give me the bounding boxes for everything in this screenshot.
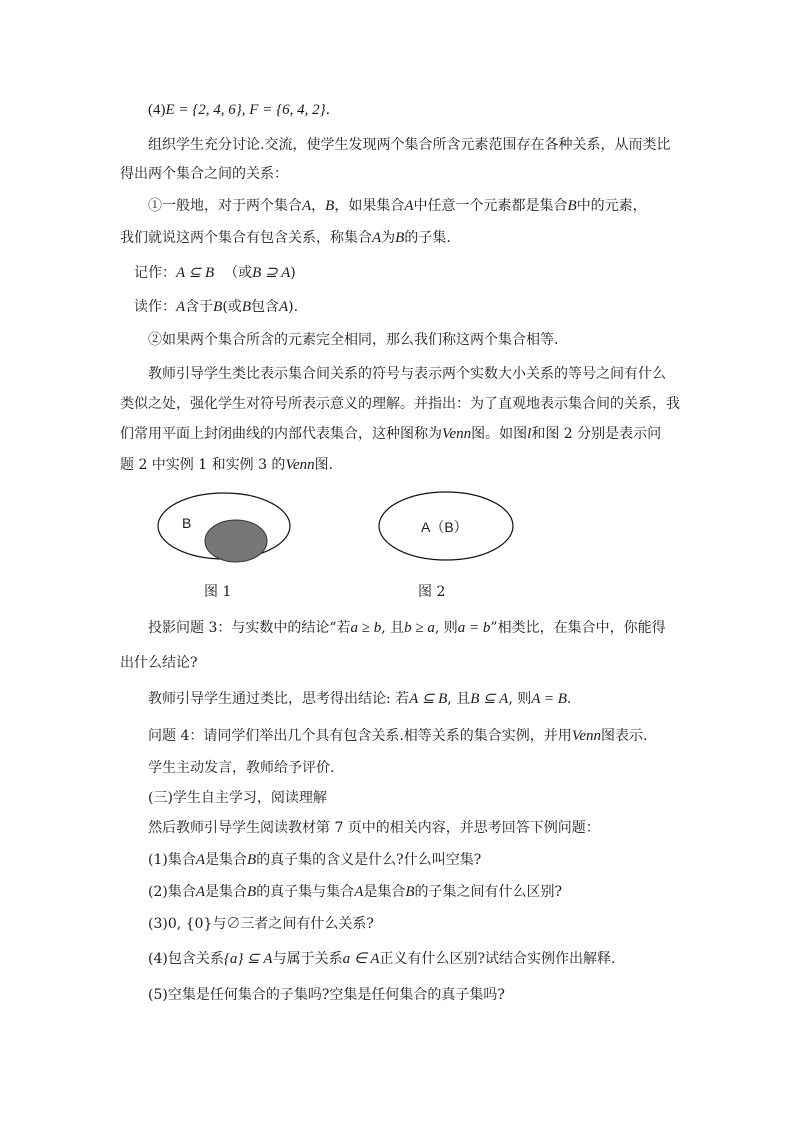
example-prefix: (4) — [148, 102, 166, 118]
equality-definition: ②如果两个集合所含的元素完全相同，那么我们称这两个集合相等. — [148, 332, 559, 348]
question-3: (3)0, {0}与∅三者之间有什么关系? — [148, 916, 374, 932]
question-1: (1)集合A是集合B的真子集的含义是什么?什么叫空集? — [148, 852, 482, 868]
venn-figure-2-label: A（B） — [421, 519, 468, 535]
question-5: (5)空集是任何集合的子集吗?空集是任何集合的真子集吗? — [148, 987, 505, 1003]
reading-line: 读作：A含于B(或B包含A). — [134, 299, 299, 315]
question-4: (4)包含关系{a} ⊆ A与属于关系a ∈ A正义有什么区别?试结合实例作出解释. — [148, 951, 616, 967]
paragraph-discussion-1: 组织学生充分讨论.交流，使学生发现两个集合所含元素范围存在各种关系，从而类比 — [148, 137, 671, 153]
venn-paragraph-4: 题 2 中实例 1 和实例 3 的Venn图. — [120, 457, 334, 473]
venn-paragraph-3: 们常用平面上封闭曲线的内部代表集合，这种图称为Venn图。如图l和图 2 分别是表示问 — [120, 426, 662, 442]
example-end: . — [325, 102, 331, 118]
venn-figure-1-label: B — [182, 515, 192, 531]
figure-2-caption: 图 2 — [418, 584, 446, 600]
venn-set-a-filled-ellipse — [205, 520, 267, 562]
venn-figure-1 — [150, 490, 300, 570]
question-2: (2)集合A是集合B的真子集与集合A是集合B的子集之间有什么区别? — [148, 884, 563, 900]
student-speak: 学生主动发言，教师给予评价. — [148, 760, 335, 776]
problem-3-line-2: 出什么结论? — [120, 655, 198, 671]
teacher-conclusion: 教师引导学生通过类比，思考得出结论: 若A ⊆ B, 且B ⊆ A, 则A = B. — [148, 691, 572, 707]
venn-paragraph-1: 教师引导学生类比表示集合间关系的符号与表示两个实数大小关系的等号之间有什么 — [148, 366, 666, 382]
example-expression: E = {2, 4, 6}, F = {6, 4, 2} — [165, 102, 326, 118]
subset-definition-1: ①一般地，对于两个集合A，B，如果集合A中任意一个元素都是集合B中的元素， — [148, 198, 647, 214]
venn-paragraph-2: 类似之处，强化学生对符号所表示意义的理解。并指出：为了直观地表示集合间的关系，我 — [120, 396, 680, 412]
subset-definition-2: 我们就说这两个集合有包含关系，称集合A为B的子集. — [120, 230, 451, 246]
figure-1-caption: 图 1 — [204, 584, 232, 600]
notation-line: 记作：A ⊆ B （或B ⊇ A) — [134, 265, 296, 281]
paragraph-discussion-2: 得出两个集合之间的关系： — [120, 166, 288, 182]
problem-4: 问题 4：请同学们举出几个具有包含关系.相等关系的集合实例，并用Venn图表示. — [148, 728, 648, 744]
problem-3-line-1: 投影问题 3：与实数中的结论“若a ≥ b, 且b ≥ a, 则a = b”相类比，在集合中，你能得 — [148, 620, 666, 636]
section-3-heading: (三)学生自主学习，阅读理解 — [148, 790, 327, 806]
line-example-4 — [148, 100, 330, 120]
reading-instruction: 然后教师引导学生阅读教材第 7 页中的相关内容，并思考回答下例问题： — [148, 820, 600, 836]
